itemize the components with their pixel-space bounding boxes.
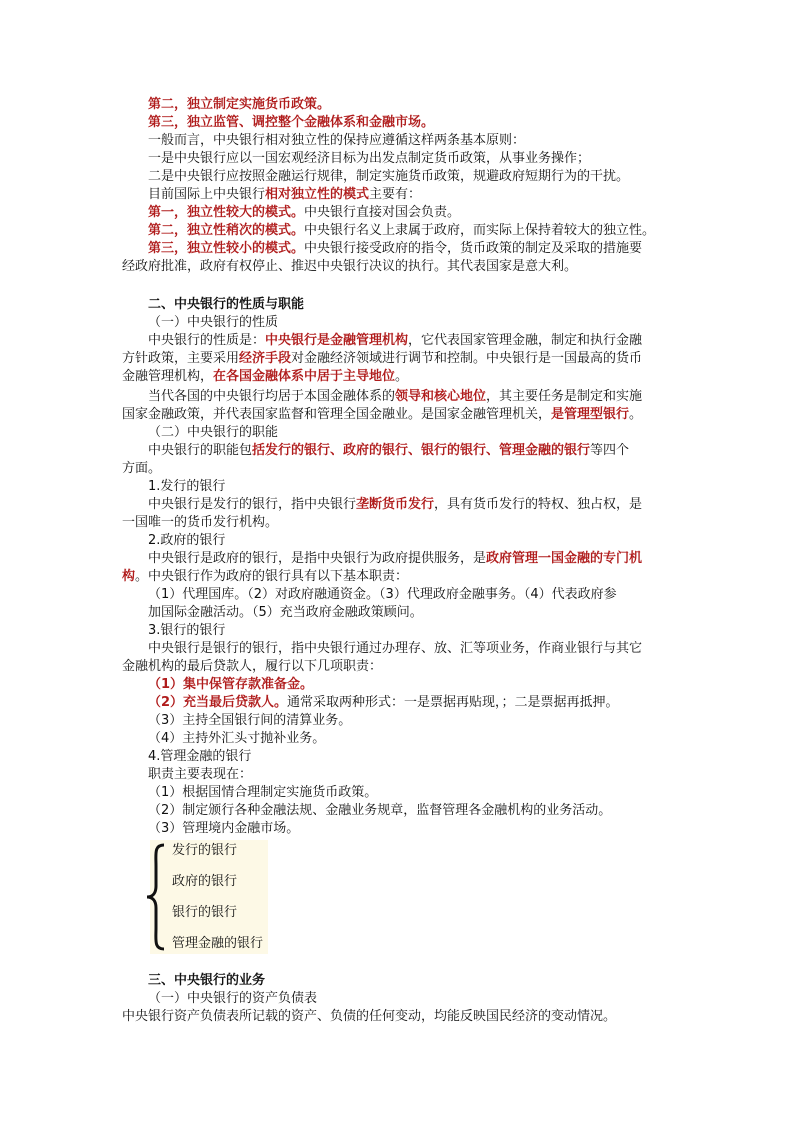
paragraph-line: 构。中央银行作为政府的银行具有以下基本职责： bbox=[122, 569, 409, 584]
brace-item: 发行的银行 bbox=[172, 843, 238, 858]
duty-item-1: （1）根据国情合理制定实施货币政策。 bbox=[148, 785, 378, 800]
paragraph-line: 一国唯一的货币发行机构。 bbox=[122, 515, 279, 530]
paragraph-line: 方面。 bbox=[122, 461, 162, 476]
paragraph-line: 二是中央银行应按照金融运行规律，制定实施货币政策，规避政府短期行为的干扰。 bbox=[148, 169, 630, 184]
mode-line-3: 第三，独立性较小的模式。中央银行接受政府的指令，货币政策的制定及采取的措施要 bbox=[148, 241, 643, 256]
paragraph-line: 中央银行是政府的银行，是指中央银行为政府提供服务，是政府管理一国金融的专门机 bbox=[148, 551, 643, 566]
paragraph-line: 方针政策，主要采用经济手段对金融经济领域进行调节和控制。中央银行是一国最高的货币 bbox=[122, 351, 643, 366]
paragraph-line: 中央银行的职能包括发行的银行、政府的银行、银行的银行、管理金融的银行等四个 bbox=[148, 443, 630, 458]
subsection-heading: （一）中央银行的性质 bbox=[148, 315, 279, 330]
principle-line-3: 第三，独立监管、调控整个金融体系和金融市场。 bbox=[148, 115, 435, 130]
paragraph-line: （1）代理国库。（2）对政府融通资金。（3）代理政府金融事务。（4）代表政府参 bbox=[148, 587, 617, 602]
item-heading: 4.管理金融的银行 bbox=[148, 749, 252, 764]
duty-item-1: （1）集中保管存款准备金。 bbox=[148, 677, 314, 692]
paragraph-line: 职责主要表现在： bbox=[148, 767, 253, 782]
brace-item: 管理金融的银行 bbox=[172, 936, 264, 951]
paragraph-line: 经政府批准，政府有权停止、推迟中央银行决议的执行。其代表国家是意大利。 bbox=[122, 259, 578, 274]
duty-item-3: （3）主持全国银行间的清算业务。 bbox=[148, 713, 352, 728]
curly-brace-icon bbox=[144, 842, 168, 952]
item-heading: 3.银行的银行 bbox=[148, 623, 226, 638]
paragraph-line: 一是中央银行应以一国宏观经济目标为出发点制定货币政策，从事业务操作； bbox=[148, 151, 591, 166]
subsection-heading: （一）中央银行的资产负债表 bbox=[148, 991, 318, 1006]
paragraph-line: 国家金融政策，并代表国家监督和管理全国金融业。是国家金融管理机关，是管理型银行。 bbox=[122, 407, 643, 422]
paragraph-line: 中央银行是银行的银行，指中央银行通过办理存、放、汇等项业务，作商业银行与其它 bbox=[148, 641, 643, 656]
duty-item-3: （3）管理境内金融市场。 bbox=[148, 821, 300, 836]
paragraph-line: 金融机构的最后贷款人，履行以下几项职责： bbox=[122, 659, 383, 674]
section-heading-2: 二、中央银行的性质与职能 bbox=[148, 297, 305, 312]
mode-line-2: 第二，独立性稍次的模式。中央银行名义上隶属于政府，而实际上保持着较大的独立性。 bbox=[148, 223, 656, 238]
duty-item-2: （2）充当最后贷款人。通常采取两种形式：一是票据再贴现，；二是票据再抵押。 bbox=[148, 695, 619, 710]
paragraph-line: 当代各国的中央银行均居于本国金融体系的领导和核心地位，其主要任务是制定和实施 bbox=[148, 389, 643, 404]
paragraph-line: 加国际金融活动。（5）充当政府金融政策顾问。 bbox=[148, 605, 423, 620]
mode-line-1: 第一，独立性较大的模式。中央银行直接对国会负责。 bbox=[148, 205, 461, 220]
paragraph-line: 一般而言，中央银行相对独立性的保持应遵循这样两条基本原则： bbox=[148, 133, 526, 148]
section-heading-3: 三、中央银行的业务 bbox=[148, 973, 266, 988]
item-heading: 2.政府的银行 bbox=[148, 533, 226, 548]
paragraph-line: 目前国际上中央银行相对独立性的模式主要有： bbox=[148, 187, 422, 202]
brace-item: 政府的银行 bbox=[172, 874, 238, 889]
duty-item-2: （2）制定颁行各种金融法规、金融业务规章，监督管理各金融机构的业务活动。 bbox=[148, 803, 612, 818]
paragraph-line: 中央银行资产负债表所记载的资产、负债的任何变动，均能反映国民经济的变动情况。 bbox=[122, 1009, 617, 1024]
item-heading: 1.发行的银行 bbox=[148, 479, 226, 494]
bold-phrase: 第二，独立制定实施货币政策 bbox=[148, 97, 318, 112]
paragraph-line: 金融管理机构，在各国金融体系中居于主导地位。 bbox=[122, 369, 409, 384]
paragraph-line: 中央银行是发行的银行，指中央银行垄断货币发行，具有货币发行的特权、独占权，是 bbox=[148, 497, 643, 512]
brace-item: 银行的银行 bbox=[172, 905, 238, 920]
duty-item-4: （4）主持外汇头寸抛补业务。 bbox=[148, 731, 326, 746]
subsection-heading: （二）中央银行的职能 bbox=[148, 425, 279, 440]
paragraph-line: 中央银行的性质是：中央银行是金融管理机构，它代表国家管理金融，制定和执行金融 bbox=[148, 333, 643, 348]
principle-line-2: 第二，独立制定实施货币政策。 bbox=[148, 97, 331, 112]
